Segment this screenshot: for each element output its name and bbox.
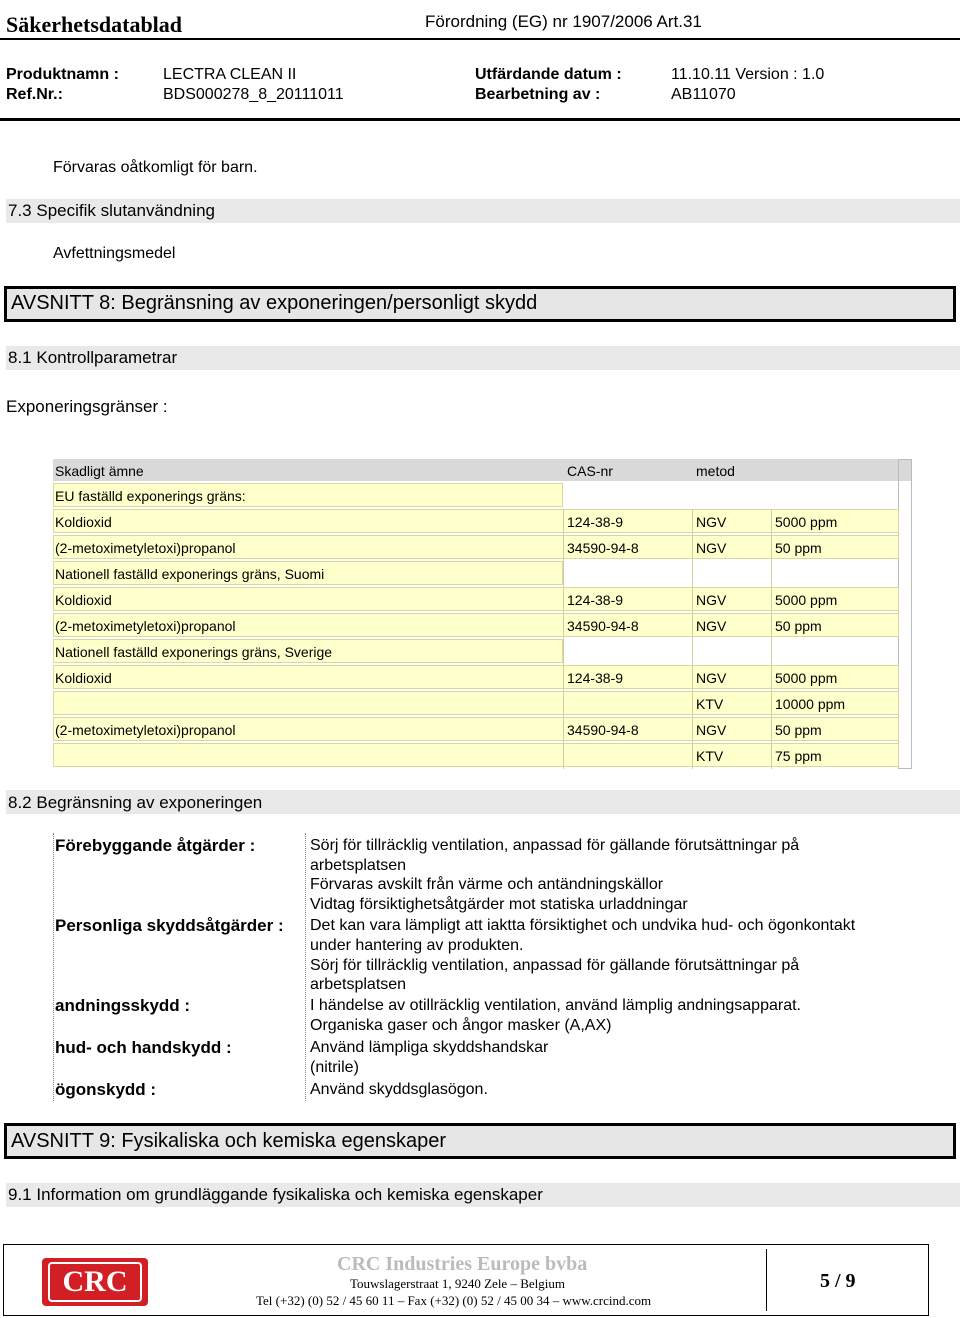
page-number: 5 / 9 [820,1270,856,1292]
substance-cell: (2-metoximetyletoxi)propanol [55,618,236,634]
company-name: CRC Industries Europe bvba [337,1253,588,1275]
storage-note: Förvaras oåtkomligt för barn. [53,159,258,176]
substance-cell: (2-metoximetyletoxi)propanol [55,540,236,556]
group-title: EU faställd exponerings gräns: [55,488,246,504]
substance-cell: Koldioxid [55,592,112,608]
header-bottom-divider [0,118,960,121]
crc-logo-text: CRC [48,1262,142,1302]
preventive-line: Vidtag försiktighetsåtgärder mot statiska urladdningar [310,896,688,913]
preventive-line: Förvaras avskilt från värme och antändningskällor [310,876,664,893]
value-cell: 5000 ppm [775,514,838,530]
method-cell: KTV [696,748,724,764]
subsection-title-9-1: 9.1 Information om grundläggande fysikaliska och kemiska egenskaper [8,1185,543,1204]
table-row [53,743,899,767]
cas-cell: 124-38-9 [567,670,624,686]
eye-protection-line: Använd skyddsglasögon. [310,1081,488,1098]
value-cell: 5000 ppm [775,670,838,686]
value-cell: 5000 ppm [775,592,838,608]
eye-protection-label: ögonskydd : [55,1080,157,1099]
substance-cell: (2-metoximetyletoxi)propanol [55,722,236,738]
value-cell: 50 ppm [775,722,822,738]
preventive-line: Sörj för tillräcklig ventilation, anpassad för gällande förutsättningar på [310,837,800,854]
value-cell: 75 ppm [775,748,822,764]
header-divider [0,38,960,40]
table-row [53,691,899,715]
preventive-line: arbetsplatsen [310,857,407,874]
company-contact: Tel (+32) (0) 52 / 45 60 11 – Fax (+32) (0) 52 / 45 00 34 – www.crcind.com [256,1293,652,1308]
cas-cell: 34590-94-8 [567,540,639,556]
hand-protection-label: hud- och handskydd : [55,1038,232,1057]
hand-protection-line: (nitrile) [310,1059,359,1076]
column-divider [692,509,693,769]
section-8-title: AVSNITT 8: Begränsning av exponeringen/personligt skydd [11,292,538,314]
substance-cell: Koldioxid [55,514,112,530]
group-title: Nationell faställd exponerings gräns, Suomi [55,566,325,582]
method-cell: NGV [696,722,727,738]
value-cell: 50 ppm [775,618,822,634]
respiratory-protection-label: andningsskydd : [55,996,191,1015]
table-row [53,587,899,611]
personal-protection-line: under hantering av produkten. [310,937,524,954]
issued-date-label: Utfärdande datum : [475,66,622,83]
method-cell: NGV [696,618,727,634]
personal-protection-label: Personliga skyddsåtgärder : [55,916,284,935]
personal-protection-line: Sörj för tillräcklig ventilation, anpassad för gällande förutsättningar på [310,957,800,974]
ref-number-value: BDS000278_8_20111011 [163,86,344,103]
exposure-limits-label: Exponeringsgränser : [6,397,168,416]
cas-cell: 124-38-9 [567,592,624,608]
subsection-title-8-2: 8.2 Begränsning av exponeringen [8,793,263,812]
column-divider [563,509,564,769]
method-cell: NGV [696,670,727,686]
footer-divider [766,1249,767,1311]
preventive-measures-label: Förebyggande åtgärder : [55,836,256,855]
substance-cell: Koldioxid [55,670,112,686]
subsection-title-7-3: 7.3 Specifik slutanvändning [8,201,215,220]
value-cell: 50 ppm [775,540,822,556]
method-cell: NGV [696,540,727,556]
table-header-method: metod [696,463,735,479]
protection-left-border [53,833,55,1101]
cas-cell: 34590-94-8 [567,722,639,738]
section-9-title: AVSNITT 9: Fysikaliska och kemiska egenskaper [11,1130,446,1152]
product-name-label: Produktnamn : [6,66,119,83]
company-address: Touwslagerstraat 1, 9240 Zele – Belgium [350,1276,565,1291]
table-header-cas: CAS-nr [567,463,613,479]
method-cell: NGV [696,514,727,530]
column-divider [771,509,772,769]
method-cell: NGV [696,592,727,608]
cas-cell: 124-38-9 [567,514,624,530]
table-row [53,509,899,533]
method-cell: KTV [696,696,724,712]
hand-protection-line: Använd lämpliga skyddshandskar [310,1039,549,1056]
table-row [53,665,899,689]
respiratory-protection-line: Organiska gaser och ångor masker (A,AX) [310,1017,612,1034]
product-name-value: LECTRA CLEAN II [163,66,297,83]
issued-date-value: 11.10.11 Version : 1.0 [671,66,825,83]
respiratory-protection-line: I händelse av otillräcklig ventilation, använd lämplig andningsapparat. [310,997,801,1014]
ref-number-label: Ref.Nr.: [6,86,63,103]
personal-protection-line: arbetsplatsen [310,976,407,993]
cas-cell: 34590-94-8 [567,618,639,634]
edited-by-value: AB11070 [671,86,736,103]
value-cell: 10000 ppm [775,696,846,712]
protection-column-divider [305,833,307,1101]
table-header-row [53,459,911,481]
end-use-text: Avfettningsmedel [53,245,176,262]
document-title: Säkerhetsdatablad [6,12,183,37]
table-right-frame [898,459,912,769]
group-title: Nationell faställd exponerings gräns, Sverige [55,644,333,660]
regulation-reference: Förordning (EG) nr 1907/2006 Art.31 [425,12,702,31]
personal-protection-line: Det kan vara lämpligt att iaktta försiktighet och undvika hud- och ögonkontakt [310,917,856,934]
table-header-substance: Skadligt ämne [55,463,144,479]
edited-by-label: Bearbetning av : [475,86,601,103]
subsection-title-8-1: 8.1 Kontrollparametrar [8,348,178,367]
